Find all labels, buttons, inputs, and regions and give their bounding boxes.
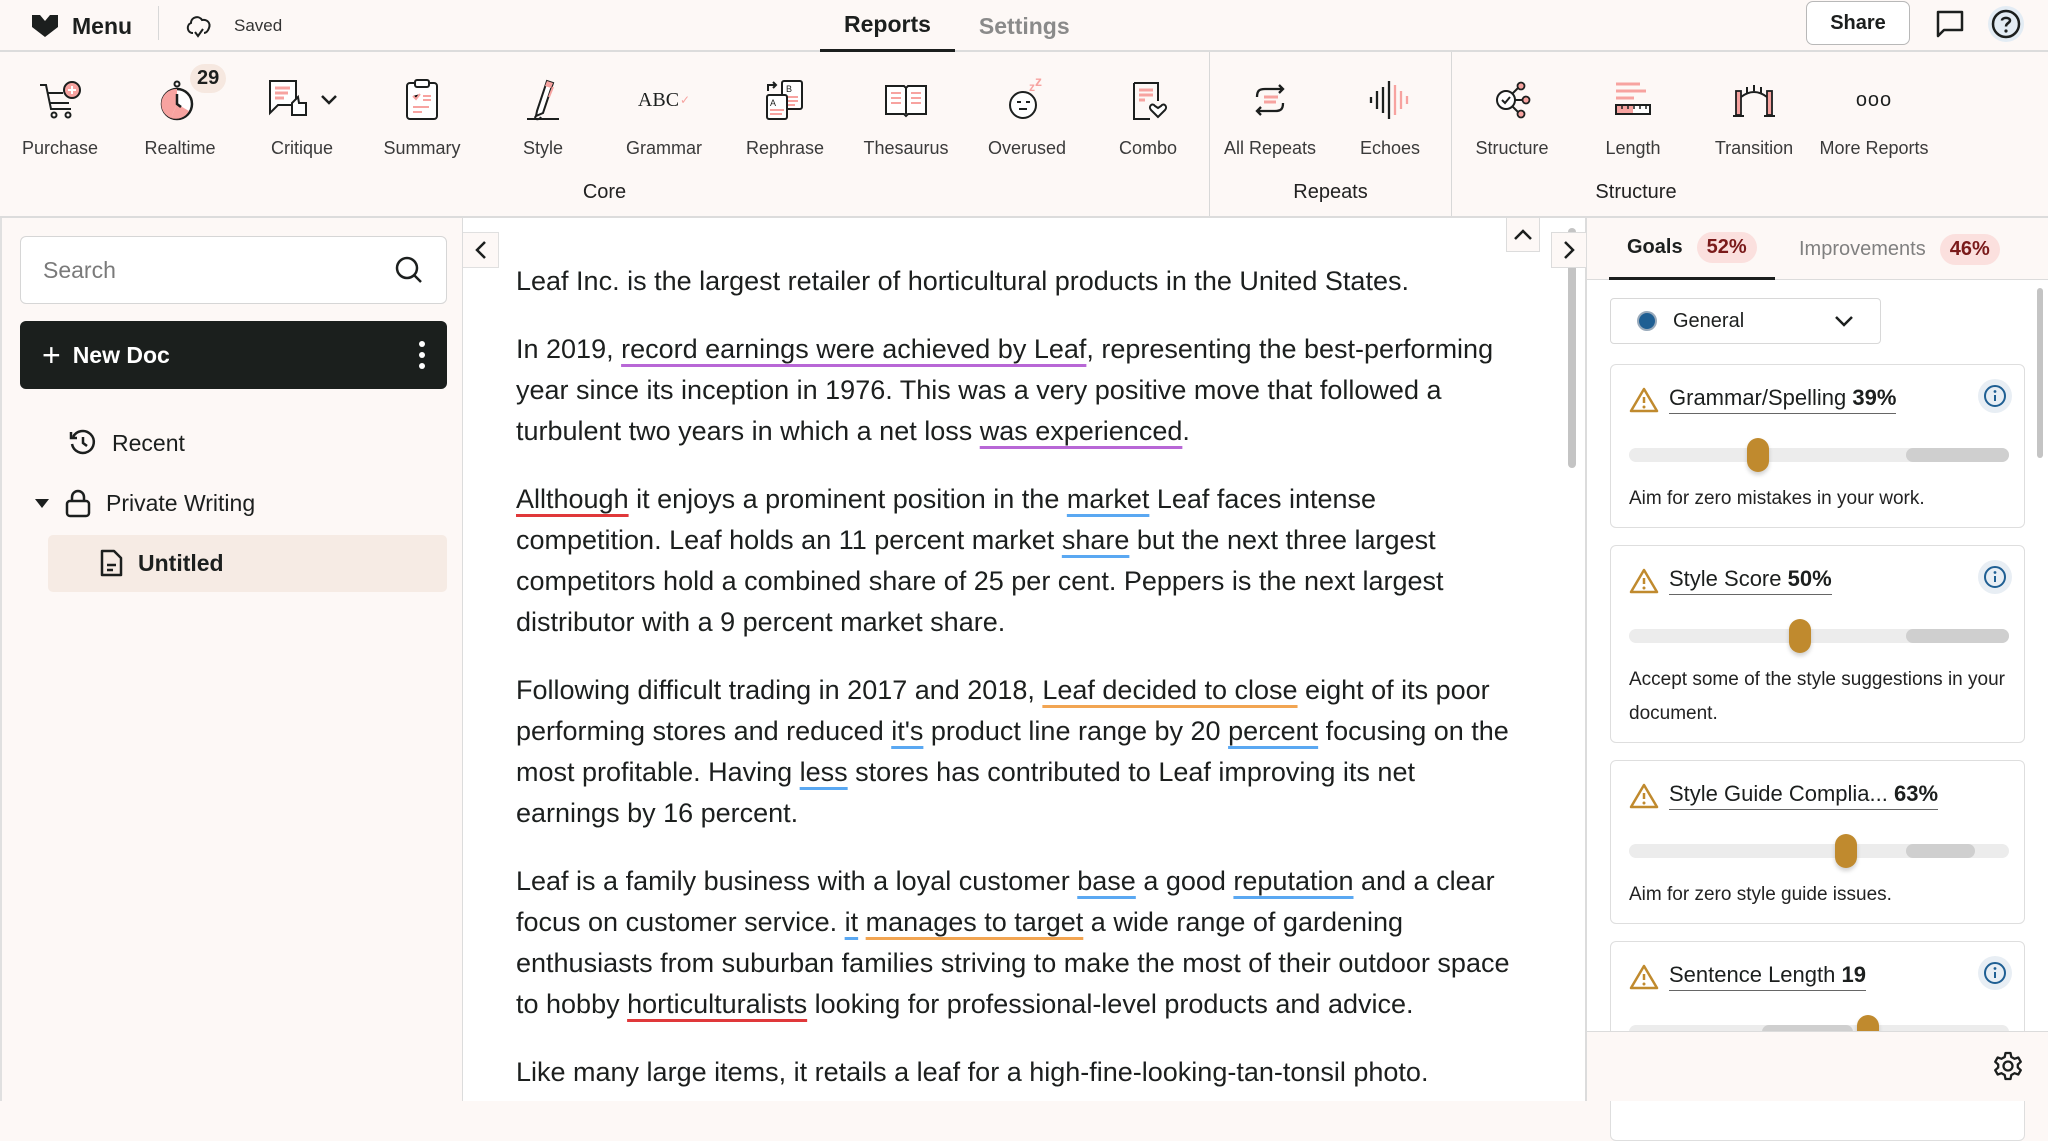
paragraph[interactable] — [516, 329, 1516, 452]
goal-slider[interactable] — [1629, 629, 2009, 643]
caret-down-icon[interactable] — [34, 497, 50, 509]
flagged-text-purple[interactable]: was experienced — [979, 416, 1183, 446]
sidebar-doc-untitled[interactable] — [98, 548, 224, 578]
goal-title — [1629, 385, 1896, 414]
text-run: Leaf is a family business with a loyal customer — [516, 866, 1078, 896]
goal-title-link[interactable] — [1669, 566, 1832, 595]
tool-label: Critique — [270, 138, 334, 158]
info-button[interactable] — [1978, 956, 2012, 990]
saved-label: Saved — [234, 16, 283, 35]
divider — [158, 6, 159, 40]
cloud-check-icon — [184, 11, 214, 41]
reports-toolbar — [0, 52, 2048, 218]
tool-echoes[interactable] — [1330, 72, 1450, 172]
goal-title-text: Style Score — [1669, 566, 1782, 591]
group-label-repeats: Repeats — [1293, 181, 1368, 203]
flagged-text-blue[interactable]: less — [799, 757, 848, 787]
chevron-down-icon[interactable] — [320, 94, 338, 106]
help-button[interactable] — [1988, 6, 2024, 42]
flagged-text-red[interactable]: Allthough — [516, 484, 629, 514]
tool-label: Structure — [1475, 138, 1549, 158]
slider-thumb[interactable] — [1789, 619, 1811, 653]
documents-sidebar — [0, 218, 462, 1101]
paragraph[interactable] — [516, 261, 1516, 302]
document-editor[interactable] — [462, 218, 1585, 1101]
text-run: looking for professional-level products and advice. — [807, 989, 1414, 1019]
tool-length[interactable] — [1573, 72, 1693, 172]
collapse-toolbar-button[interactable] — [1506, 218, 1540, 252]
target-range — [1906, 448, 2009, 462]
tool-style[interactable] — [483, 72, 603, 172]
tool-label: All Repeats — [1223, 138, 1317, 158]
search-input[interactable] — [43, 257, 394, 284]
text-run: . — [1182, 416, 1190, 446]
more-dots-icon: ooo — [1855, 88, 1893, 111]
paragraph[interactable] — [516, 1052, 1516, 1093]
tab-improvements[interactable] — [1799, 218, 2000, 280]
tool-label: Rephrase — [745, 138, 825, 158]
panel-tabs — [1587, 218, 2048, 280]
info-button[interactable] — [1978, 379, 2012, 413]
tool-purchase[interactable] — [0, 72, 120, 172]
info-button[interactable] — [1978, 560, 2012, 594]
goal-slider[interactable] — [1629, 844, 2009, 858]
flagged-text-blue[interactable]: reputation — [1233, 866, 1354, 896]
doc-label: Untitled — [138, 549, 224, 576]
goal-description: Aim for zero style guide issues. — [1629, 884, 1892, 905]
book-icon — [882, 80, 930, 120]
tool-label: Grammar — [626, 138, 702, 158]
tool-thesaurus[interactable] — [846, 72, 966, 172]
goal-value: 19 — [1841, 962, 1866, 987]
goal-title-link[interactable] — [1669, 385, 1896, 414]
warning-icon — [1629, 567, 1659, 595]
goal-card — [1610, 545, 2025, 743]
tab-reports[interactable]: Reports — [820, 0, 955, 52]
svg-text:z: z — [1035, 77, 1042, 89]
goals-panel — [1585, 218, 2048, 1101]
tool-label: More Reports — [1819, 138, 1929, 158]
tool-label: Length — [1605, 138, 1661, 158]
search-box[interactable] — [20, 236, 447, 304]
text-run: it enjoys a prominent position in the — [628, 484, 1067, 514]
goal-title-text: Sentence Length — [1669, 962, 1836, 987]
top-bar — [0, 0, 2048, 52]
document-icon — [98, 548, 124, 578]
tool-label: Realtime — [144, 138, 216, 158]
document-body[interactable] — [516, 261, 1516, 1120]
tool-label: Purchase — [21, 138, 99, 158]
text-run: and a clear focus on customer service. — [516, 866, 1495, 937]
goal-title — [1629, 962, 1866, 991]
tool-grammar[interactable] — [604, 72, 724, 172]
critique-icon — [266, 77, 314, 123]
improvements-score-badge: 46% — [1940, 234, 2000, 265]
text-run: a wide range of gardening enthusiasts from suburban families striving to make the most of their outdoor space to hobby — [516, 907, 1510, 1019]
plus-icon: + — [42, 337, 61, 373]
abc-check-icon: ABC — [637, 88, 680, 111]
help-icon — [1990, 8, 2022, 40]
goal-color-dot — [1637, 311, 1657, 331]
tab-goals[interactable] — [1609, 218, 1775, 280]
goal-description: Accept some of the style suggestions in your document. — [1629, 669, 2005, 724]
svg-text:A: A — [770, 98, 777, 108]
text-run — [858, 907, 866, 937]
goal-value: 63% — [1894, 781, 1939, 806]
slider-thumb[interactable] — [1835, 834, 1857, 868]
comment-icon — [1934, 8, 1966, 40]
sidebar-folder-private-writing[interactable] — [34, 488, 255, 518]
slider-thumb[interactable] — [1747, 438, 1769, 472]
text-run: a good — [1135, 866, 1234, 896]
history-icon — [68, 428, 98, 458]
tool-label: Combo — [1118, 138, 1178, 158]
share-button[interactable]: Share — [1806, 1, 1910, 45]
ruler-icon — [1612, 79, 1654, 121]
tool-label: Summary — [383, 138, 461, 158]
panel-footer — [1587, 1031, 2048, 1101]
tool-structure[interactable] — [1452, 72, 1572, 172]
text-run: , representing the best-performing year since its inception in 1976. This was a very positive move that followed a turbulent two years in which a net loss — [516, 334, 1494, 446]
tool-combo[interactable] — [1088, 72, 1208, 172]
save-status — [184, 8, 282, 44]
goal-title — [1629, 566, 1832, 595]
tool-realtime[interactable] — [120, 67, 240, 172]
info-icon — [1983, 384, 2007, 408]
repeat-icon — [1249, 79, 1291, 121]
goal-card — [1610, 760, 2025, 924]
tool-label: Style — [522, 138, 564, 158]
warning-icon — [1629, 963, 1659, 991]
flagged-text-blue[interactable]: share — [1061, 525, 1130, 555]
flagged-text-orange[interactable]: manages to target — [865, 907, 1084, 937]
check-mark: ✓ — [680, 93, 691, 107]
flagged-text-blue[interactable]: base — [1077, 866, 1136, 896]
flagged-text-orange[interactable]: Leaf decided to close — [1042, 675, 1298, 705]
text-run: but the next three largest competitors hold a combined share of 25 per cent. Peppers is the next largest distributor with a 9 percent market share. — [516, 525, 1444, 637]
goal-title-link[interactable] — [1669, 781, 1938, 810]
goal-type-value: General — [1673, 309, 1745, 332]
tool-label: Transition — [1714, 138, 1794, 158]
goal-slider[interactable] — [1629, 448, 2009, 462]
structure-icon — [1490, 78, 1534, 122]
goal-title-link[interactable] — [1669, 962, 1866, 991]
goal-card — [1610, 364, 2025, 528]
flagged-text-blue[interactable]: it — [844, 907, 859, 937]
new-doc-button[interactable] — [20, 321, 447, 389]
goal-value: 50% — [1787, 566, 1832, 591]
comments-button[interactable] — [1932, 6, 1968, 42]
lock-icon — [64, 488, 92, 518]
clipboard-icon — [402, 77, 442, 123]
target-range — [1906, 844, 1974, 858]
flagged-text-red[interactable]: horticulturalists — [627, 989, 808, 1019]
chevron-up-icon — [1513, 228, 1533, 242]
goal-title-text: Style Guide Complia... — [1669, 781, 1888, 806]
tool-summary[interactable] — [362, 72, 482, 172]
tab-label: Improvements — [1799, 237, 1926, 260]
doc-heart-icon — [1128, 77, 1168, 123]
recent-label: Recent — [112, 429, 185, 456]
paragraph[interactable] — [516, 670, 1516, 834]
tool-rephrase[interactable] — [725, 72, 845, 172]
main-tabs — [820, 0, 1094, 52]
panel-scrollbar[interactable] — [2037, 288, 2043, 458]
flagged-text-blue[interactable]: it's — [891, 716, 924, 746]
goal-value: 39% — [1852, 385, 1897, 410]
group-structure — [1452, 52, 1932, 216]
collapse-sidebar-button[interactable] — [463, 232, 499, 268]
chevron-right-icon — [1562, 240, 1576, 260]
more-options-icon[interactable] — [419, 341, 425, 369]
text-run: In 2019, — [516, 334, 622, 364]
menu-label: Menu — [72, 12, 133, 39]
goal-title-text: Grammar/Spelling — [1669, 385, 1847, 410]
chevron-down-icon — [1834, 314, 1854, 328]
svg-text:z: z — [1029, 80, 1035, 94]
tool-more-reports[interactable] — [1814, 72, 1934, 172]
goal-title — [1629, 781, 1938, 810]
rephrase-icon — [762, 77, 808, 123]
gear-icon[interactable] — [1992, 1050, 2024, 1082]
goal-description: Aim for zero mistakes in your work. — [1629, 488, 1925, 509]
new-doc-label: New Doc — [72, 341, 170, 368]
menu-button[interactable] — [32, 8, 132, 44]
group-label-core: Core — [582, 181, 627, 203]
info-icon — [1983, 565, 2007, 589]
target-range — [1906, 629, 2009, 643]
text-run: Leaf Inc. is the largest retailer of horticultural products in the United States. — [516, 266, 1409, 296]
goals-score-badge: 52% — [1697, 232, 1757, 263]
svg-text:B: B — [786, 84, 793, 94]
bridge-icon — [1731, 79, 1777, 121]
tab-settings[interactable]: Settings — [978, 12, 1070, 39]
warning-icon — [1629, 386, 1659, 414]
tool-label: Echoes — [1359, 138, 1421, 158]
paragraph[interactable] — [516, 861, 1516, 1025]
folder-label: Private Writing — [106, 489, 256, 516]
echo-waves-icon — [1367, 77, 1413, 123]
text-run: stores has contributed to Leaf improving its net earnings by 16 percent. — [516, 757, 1415, 828]
tool-overused[interactable] — [967, 72, 1087, 172]
cart-plus-icon — [37, 77, 83, 123]
text-run: Following difficult trading in 2017 and 2018, — [516, 675, 1043, 705]
collapse-panel-button[interactable] — [1551, 232, 1587, 268]
sleepy-face-icon — [1005, 77, 1049, 123]
info-icon — [1983, 961, 2007, 985]
flagged-text-blue[interactable]: percent — [1228, 716, 1319, 746]
tool-critique[interactable] — [242, 72, 362, 172]
tool-label: Thesaurus — [863, 138, 949, 158]
paragraph[interactable] — [516, 479, 1516, 643]
text-run: focusing on the most profitable. Having — [516, 716, 1509, 787]
group-core — [0, 52, 1210, 216]
text-run: eight of its poor performing stores and reduced — [516, 675, 1490, 746]
tool-transition[interactable] — [1694, 72, 1814, 172]
group-label-structure: Structure — [1595, 181, 1677, 203]
chevron-left-icon — [474, 240, 488, 260]
search-icon[interactable] — [394, 255, 424, 285]
realtime-count-badge: 29 — [190, 64, 226, 93]
flagged-text-purple[interactable]: record earnings were achieved by Leaf — [621, 334, 1087, 364]
text-run: Leaf faces intense competition. Leaf holds an 11 percent market — [516, 484, 1377, 555]
logo-icon — [32, 15, 58, 37]
text-run: product line range by 20 — [923, 716, 1229, 746]
pencil-icon — [523, 77, 563, 123]
tab-label: Goals — [1627, 236, 1683, 258]
sidebar-item-recent[interactable] — [68, 428, 185, 458]
goal-type-dropdown[interactable] — [1610, 298, 1881, 344]
tool-all-repeats[interactable] — [1210, 72, 1330, 172]
text-run: Like many large items, it retails a leaf for a high-fine-looking-tan-tonsil photo. — [516, 1057, 1429, 1087]
tool-label: Overused — [987, 138, 1067, 158]
warning-icon — [1629, 782, 1659, 810]
flagged-text-blue[interactable]: market — [1066, 484, 1150, 514]
